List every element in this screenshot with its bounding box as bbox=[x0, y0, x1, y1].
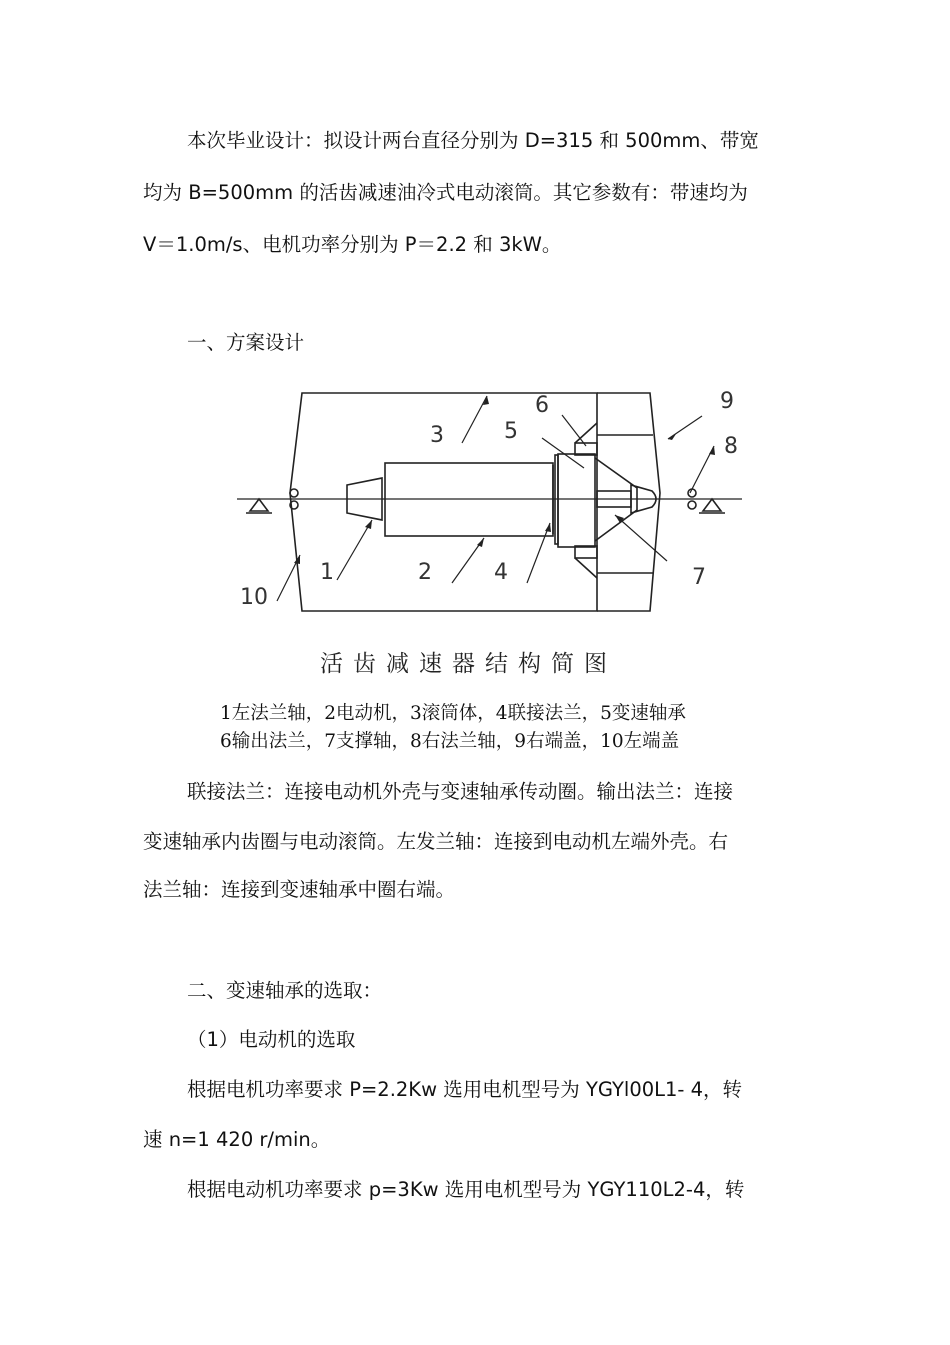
label-2: 2 bbox=[418, 560, 432, 585]
intro-line-2: 均为 B=500mm 的活齿减速油冷式电动滚筒。其它参数有：带速均为 bbox=[143, 181, 748, 204]
section-2-p1-line-2: 速 n=1 420 r/min。 bbox=[143, 1128, 331, 1151]
label-10: 10 bbox=[240, 585, 268, 610]
section-2-p1-line-1: 根据电机功率要求 P=2.2Kw 选用电机型号为 YGYl00L1- 4，转 bbox=[187, 1078, 743, 1101]
label-4: 4 bbox=[494, 560, 508, 585]
label-1: 1 bbox=[320, 560, 334, 585]
label-8: 8 bbox=[724, 434, 738, 459]
label-6: 6 bbox=[535, 393, 549, 418]
intro-line-3: V＝1.0m/s、电机功率分别为 P＝2.2 和 3kW。 bbox=[143, 233, 562, 256]
label-5: 5 bbox=[504, 419, 518, 444]
section-2-p2-line-1: 根据电动机功率要求 p=3Kw 选用电机型号为 YGY110L2-4，转 bbox=[187, 1178, 745, 1201]
section-2-subheading: （1）电动机的选取 bbox=[187, 1028, 356, 1051]
intro-line-1: 本次毕业设计：拟设计两台直径分别为 D=315 和 500mm、带宽 bbox=[187, 129, 759, 152]
label-3: 3 bbox=[430, 423, 444, 448]
para2-line-3: 法兰轴：连接到变速轴承中圈右端。 bbox=[143, 878, 456, 901]
figure-title: 活齿减速器结构简图 bbox=[320, 651, 617, 677]
para2-line-2: 变速轴承内齿圈与电动滚筒。左发兰轴：连接到电动机左端外壳。右 bbox=[143, 830, 729, 853]
section-1-heading: 一、方案设计 bbox=[187, 331, 305, 354]
para2-line-1: 联接法兰：连接电动机外壳与变速轴承传动圈。输出法兰：连接 bbox=[187, 780, 734, 803]
figure-caption-line-2: 6输出法兰，7支撑轴，8右法兰轴，9右端盖，10左端盖 bbox=[220, 731, 680, 752]
right-end-cap bbox=[597, 393, 660, 611]
output-flange bbox=[575, 423, 597, 578]
section-2-heading: 二、变速轴承的选取： bbox=[187, 979, 383, 1002]
structure-diagram bbox=[232, 383, 752, 615]
figure-caption-line-1: 1左法兰轴，2电动机，3滚筒体，4联接法兰，5变速轴承 bbox=[220, 703, 686, 724]
label-7: 7 bbox=[692, 565, 706, 590]
variable-speed-bearing bbox=[558, 454, 595, 547]
label-9: 9 bbox=[720, 389, 734, 414]
